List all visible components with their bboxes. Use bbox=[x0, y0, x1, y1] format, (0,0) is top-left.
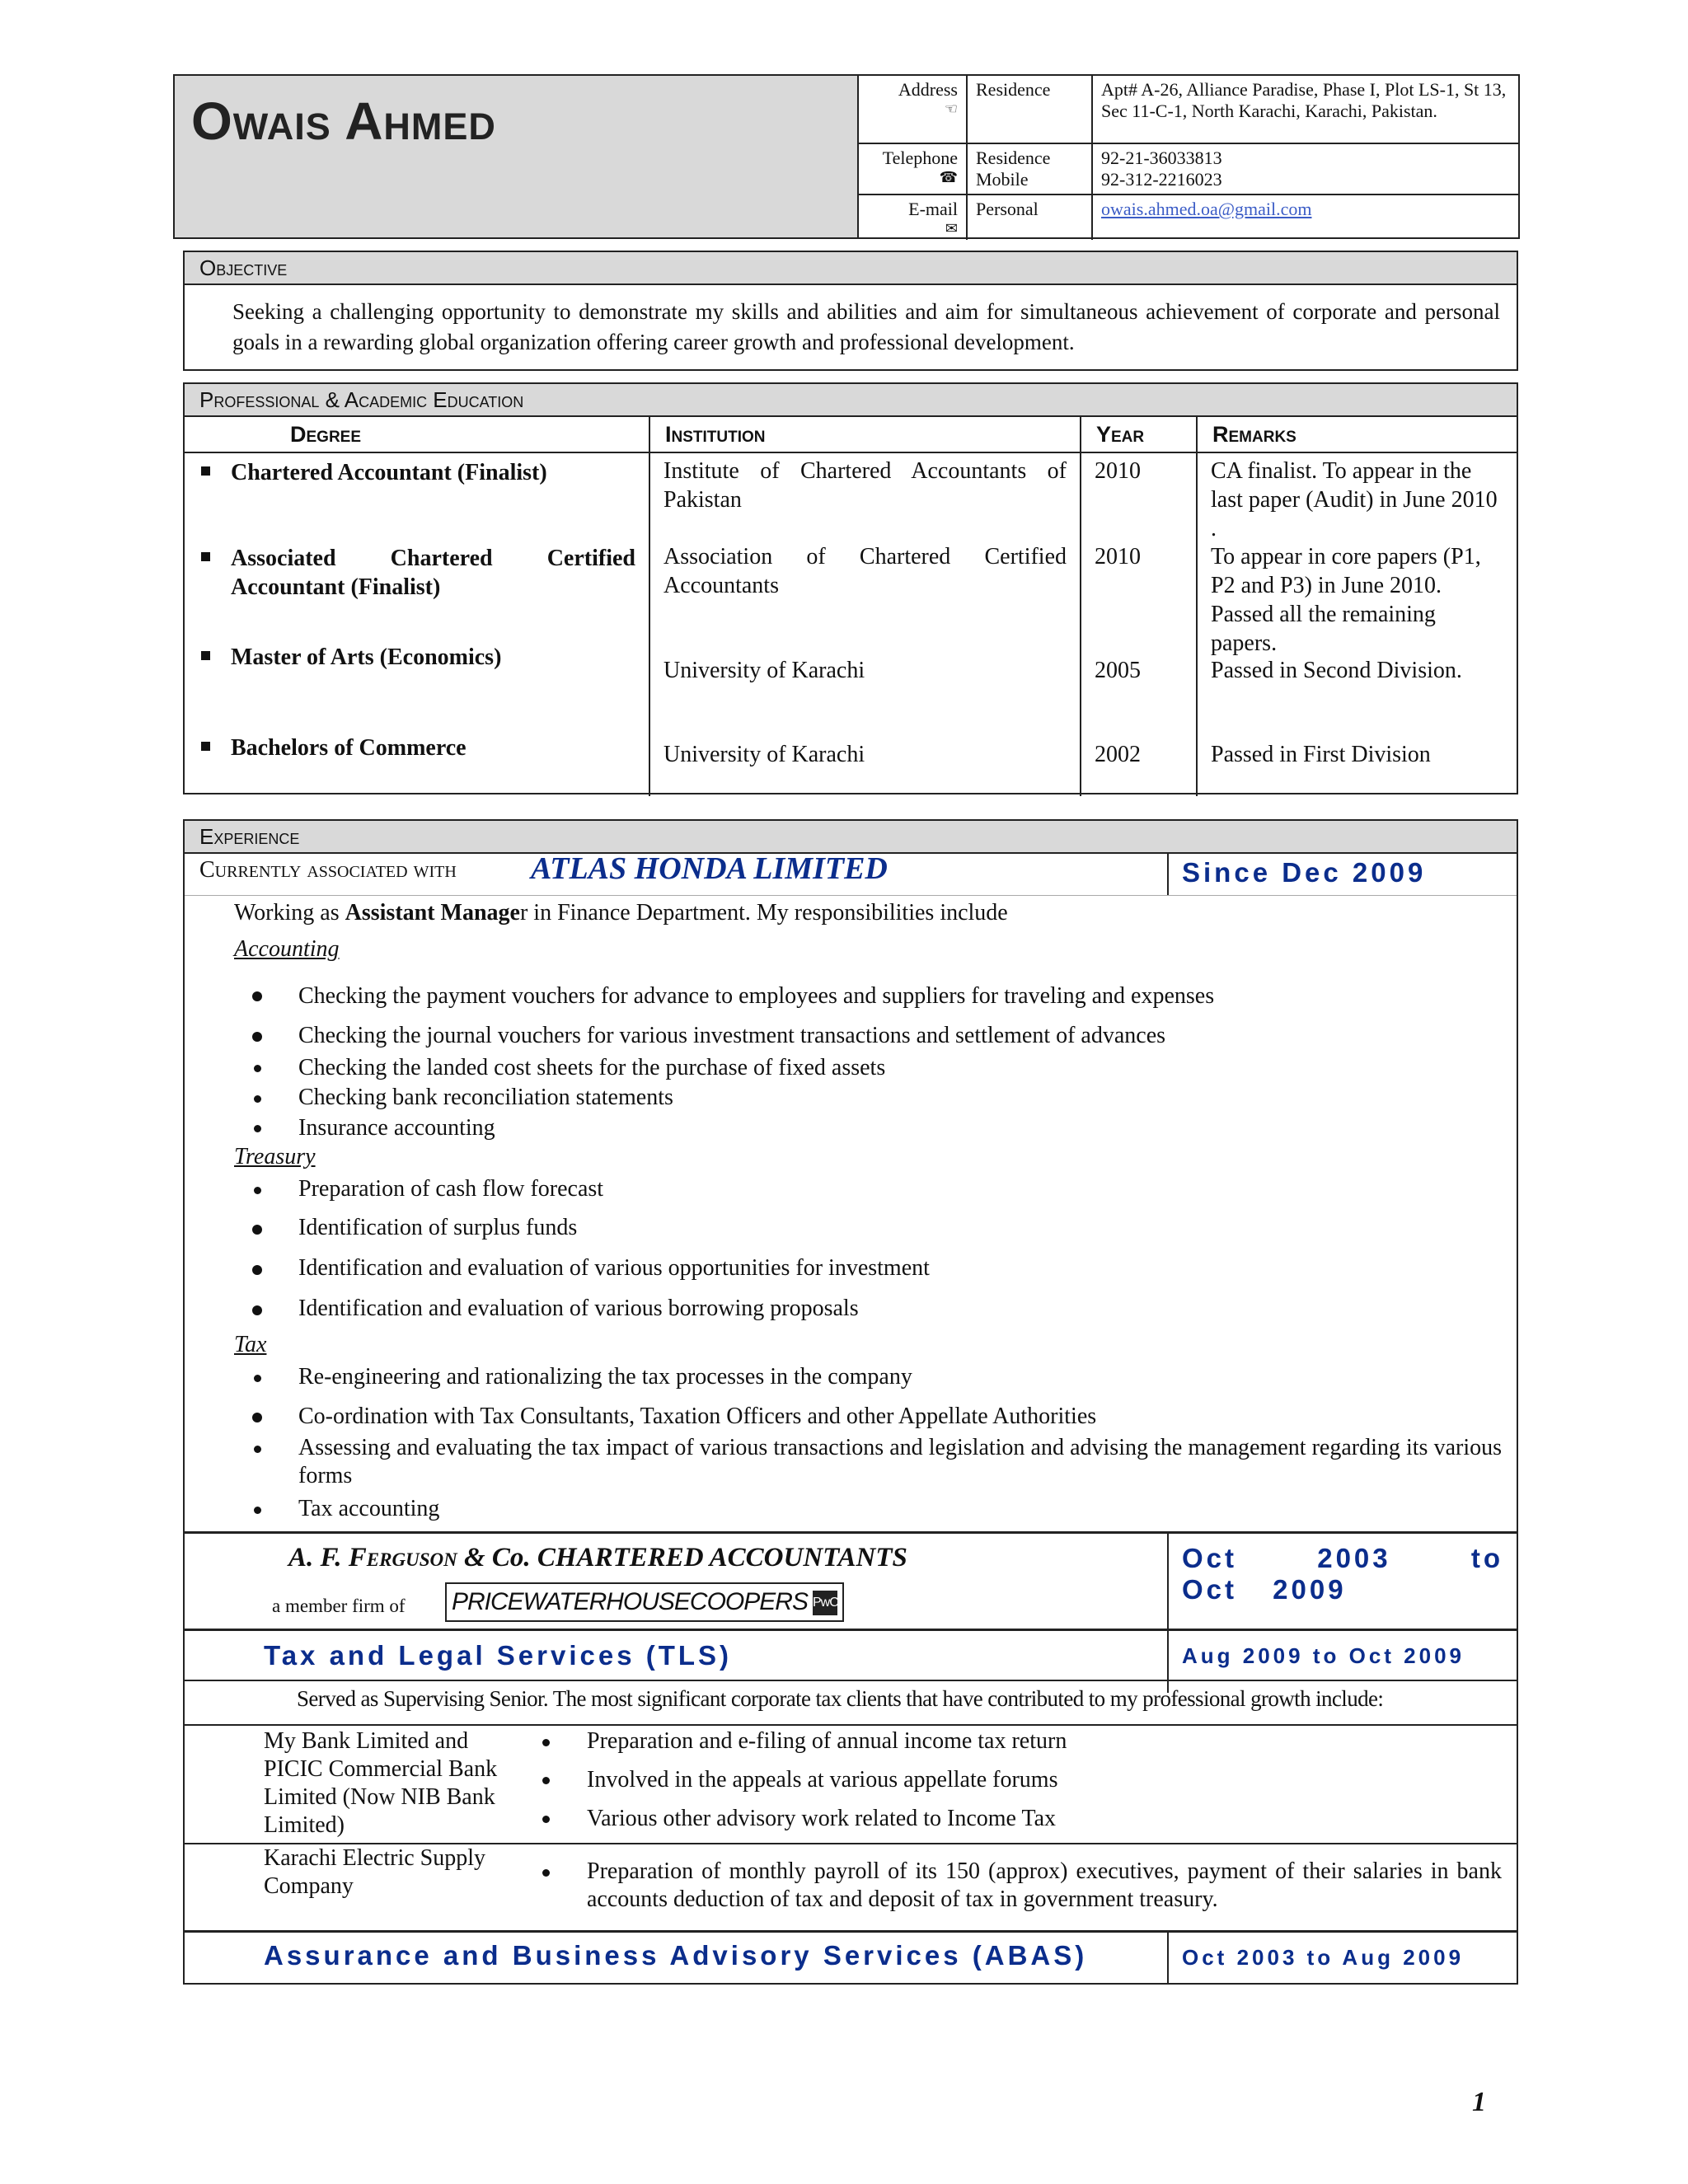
contact-label-address bbox=[859, 76, 967, 143]
bullet-icon bbox=[254, 1187, 261, 1194]
bullet-icon bbox=[254, 1507, 261, 1514]
intro-text-a: Working as bbox=[234, 900, 345, 926]
accounting-item: Insurance accounting bbox=[298, 1115, 495, 1141]
degree-ca: Chartered Accountant (Finalist) bbox=[231, 460, 547, 485]
objective-section bbox=[183, 251, 1518, 371]
telephone-label: Telephone bbox=[882, 148, 958, 168]
treasury-item: Identification and evaluation of various borrowing proposals bbox=[298, 1296, 859, 1321]
degree-cell bbox=[185, 452, 649, 796]
institution-icap: Institute of Chartered Accountants of Pakistan bbox=[663, 458, 1067, 513]
accounting-item: Checking bank reconciliation statements bbox=[298, 1085, 673, 1110]
client-name: Karachi Electric Supply Company bbox=[264, 1845, 486, 1899]
bullet-icon bbox=[542, 1739, 550, 1746]
pwc-mark-icon: PwC bbox=[813, 1591, 837, 1615]
envelope-icon: ✉ bbox=[945, 220, 958, 237]
previous-period: Oct 2003 to Oct 2009 bbox=[1182, 1543, 1503, 1605]
divider bbox=[185, 1724, 1517, 1726]
tax-item: Co-ordination with Tax Consultants, Taxation Officers and other Appellate Authorities bbox=[298, 1404, 1097, 1429]
pwc-logo-text: PRICEWATERHOUSECOOPERS bbox=[452, 1588, 808, 1615]
tls-period: Aug 2009 to Oct 2009 bbox=[1182, 1643, 1465, 1668]
degree-acca: Associated Chartered Certified Accountant (Finalist) bbox=[231, 546, 635, 600]
divider bbox=[185, 1930, 1517, 1933]
company-name-b: Ferguson bbox=[348, 1543, 457, 1572]
bullet-icon bbox=[254, 1375, 261, 1382]
degree-item bbox=[198, 458, 635, 544]
contact-label-telephone bbox=[859, 143, 967, 194]
square-bullet-icon bbox=[201, 466, 210, 476]
institution-acca: Association of Chartered Certified Accountants bbox=[663, 544, 1067, 598]
resume-header bbox=[173, 74, 1520, 239]
accounting-item: Checking the payment vouchers for advance to employees and suppliers for traveling and expenses bbox=[298, 983, 1215, 1009]
degree-ma: Master of Arts (Economics) bbox=[231, 644, 502, 670]
education-section bbox=[183, 382, 1518, 794]
treasury-item: Identification of surplus funds bbox=[298, 1215, 578, 1240]
tax-item: Tax accounting bbox=[298, 1496, 440, 1521]
email-link[interactable]: owais.ahmed.oa@gmail.com bbox=[1101, 199, 1312, 219]
bullet-icon bbox=[252, 1032, 262, 1042]
accounting-item: Checking the journal vouchers for various investment transactions and settlement of advances bbox=[298, 1023, 1166, 1048]
institution-cell bbox=[649, 452, 1081, 796]
tls-intro: Served as Supervising Senior. The most significant corporate tax clients that have contributed to my professional growth include: bbox=[297, 1686, 1384, 1711]
member-firm-label: a member firm of bbox=[272, 1596, 406, 1616]
experience-heading: Experience bbox=[185, 821, 1517, 854]
divider bbox=[1167, 854, 1169, 895]
current-intro bbox=[234, 900, 1008, 926]
bullet-icon bbox=[254, 1065, 261, 1072]
accounting-item: Checking the landed cost sheets for the purchase of fixed assets bbox=[298, 1055, 886, 1080]
col-institution: Institution bbox=[649, 417, 1081, 452]
tax-item: Assessing and evaluating the tax impact of various transactions and legislation and advising the management regarding its various forms bbox=[298, 1435, 1502, 1488]
intro-text-c: r in Finance Department. My responsibilities include bbox=[519, 900, 1008, 926]
company-name-c: & Co. CHARTERED ACCOUNTANTS bbox=[457, 1543, 907, 1572]
year-cell bbox=[1081, 452, 1197, 796]
divider bbox=[1167, 1930, 1169, 1983]
remarks-ma: Passed in Second Division. bbox=[1211, 658, 1462, 683]
current-company: ATLAS HONDA LIMITED bbox=[531, 851, 888, 886]
name-panel bbox=[175, 76, 859, 237]
address-label: Address bbox=[898, 79, 958, 100]
bullet-icon bbox=[542, 1777, 550, 1784]
remarks-acca: To appear in core papers (P1, P2 and P3) in June 2010. Passed all the remaining papers. bbox=[1211, 544, 1481, 656]
client-item: Preparation of monthly payroll of its 150 (approx) executives, payment of their salaries in bank accounts deduction of tax and deposit of tax in government treasury. bbox=[587, 1858, 1502, 1912]
client-item: Preparation and e-filing of annual income tax return bbox=[587, 1728, 1067, 1754]
telephone-icon: ☎ bbox=[939, 169, 958, 185]
year-ca: 2010 bbox=[1095, 458, 1141, 484]
remarks-bcom: Passed in First Division bbox=[1211, 742, 1431, 767]
bullet-icon bbox=[254, 1095, 261, 1103]
square-bullet-icon bbox=[201, 651, 210, 660]
experience-section bbox=[183, 819, 1518, 1985]
current-prefix: Currently associated with bbox=[199, 857, 457, 883]
pwc-logo bbox=[445, 1582, 844, 1622]
accounting-heading: Accounting bbox=[234, 936, 340, 962]
year-bcom: 2002 bbox=[1095, 742, 1141, 767]
mobile-type: Mobile bbox=[976, 169, 1029, 190]
tls-title: Tax and Legal Services (TLS) bbox=[264, 1640, 733, 1671]
bullet-icon bbox=[252, 1305, 262, 1315]
bullet-icon bbox=[252, 1265, 262, 1275]
previous-company bbox=[288, 1543, 907, 1573]
degree-item bbox=[198, 544, 635, 643]
bullet-icon bbox=[252, 1225, 262, 1235]
contact-table bbox=[859, 76, 1518, 237]
degree-item bbox=[198, 643, 635, 733]
address-value: Apt# A-26, Alliance Paradise, Phase I, Plot LS-1, St 13, Sec 11-C-1, North Karachi, Karachi, Pakistan. bbox=[1092, 76, 1518, 143]
education-table bbox=[185, 417, 1517, 796]
telephone-values bbox=[1092, 143, 1518, 194]
telephone-types bbox=[967, 143, 1092, 194]
year-ma: 2005 bbox=[1095, 658, 1141, 683]
bullet-icon bbox=[252, 1413, 262, 1422]
square-bullet-icon bbox=[201, 552, 210, 561]
col-year: Year bbox=[1081, 417, 1197, 452]
degree-item bbox=[198, 733, 635, 766]
bullet-icon bbox=[254, 1125, 261, 1132]
divider bbox=[1167, 1629, 1169, 1680]
remarks-cell bbox=[1197, 452, 1517, 796]
year-acca: 2010 bbox=[1095, 544, 1141, 569]
treasury-item: Identification and evaluation of various opportunities for investment bbox=[298, 1255, 930, 1281]
client-item: Various other advisory work related to Income Tax bbox=[587, 1806, 1057, 1831]
address-type: Residence bbox=[967, 76, 1092, 143]
bullet-icon bbox=[542, 1816, 550, 1823]
col-remarks: Remarks bbox=[1197, 417, 1517, 452]
col-degree: Degree bbox=[185, 417, 649, 452]
treasury-heading: Treasury bbox=[234, 1144, 316, 1169]
bullet-icon bbox=[254, 1446, 261, 1453]
treasury-item: Preparation of cash flow forecast bbox=[298, 1176, 604, 1202]
contact-label-email bbox=[859, 194, 967, 240]
bullet-icon bbox=[542, 1869, 550, 1877]
pointing-hand-icon: ☜ bbox=[944, 101, 958, 117]
candidate-name: Owais Ahmed bbox=[191, 91, 496, 151]
abas-title: Assurance and Business Advisory Services (ABAS) bbox=[264, 1940, 1088, 1971]
current-since: Since Dec 2009 bbox=[1182, 857, 1427, 888]
client-name: My Bank Limited and PICIC Commercial Bank Limited (Now NIB Bank Limited) bbox=[264, 1728, 498, 1838]
email-type: Personal bbox=[967, 194, 1092, 240]
divider bbox=[185, 1531, 1517, 1534]
degree-bcom: Bachelors of Commerce bbox=[231, 735, 467, 761]
bullet-icon bbox=[252, 991, 262, 1001]
objective-text: Seeking a challenging opportunity to demonstrate my skills and abilities and aim for simultaneous achievement of corporate and personal goals in a rewarding global organization offering career growth and professional development. bbox=[232, 299, 1500, 354]
page-number: 1 bbox=[1472, 2087, 1486, 2117]
education-heading: Professional & Academic Education bbox=[185, 384, 1517, 417]
abas-period: Oct 2003 to Aug 2009 bbox=[1182, 1945, 1465, 1970]
tax-heading: Tax bbox=[234, 1332, 267, 1357]
divider bbox=[185, 1629, 1517, 1631]
tax-item: Re-engineering and rationalizing the tax processes in the company bbox=[298, 1364, 912, 1390]
objective-heading: Objective bbox=[185, 252, 1517, 285]
divider bbox=[185, 1680, 1517, 1681]
email-label: E-mail bbox=[908, 199, 958, 219]
job-title: Assistant Manage bbox=[345, 900, 520, 926]
client-item: Involved in the appeals at various appellate forums bbox=[587, 1767, 1058, 1793]
institution-uok-ma: University of Karachi bbox=[663, 658, 865, 683]
remarks-ca: CA finalist. To appear in the last paper (Audit) in June 2010 . bbox=[1211, 458, 1498, 541]
residence-type: Residence bbox=[976, 148, 1051, 168]
mobile-phone: 92-312-2216023 bbox=[1101, 169, 1222, 190]
divider bbox=[185, 895, 1517, 896]
institution-uok-bcom: University of Karachi bbox=[663, 742, 865, 767]
square-bullet-icon bbox=[201, 742, 210, 751]
residence-phone: 92-21-36033813 bbox=[1101, 148, 1222, 168]
company-name-a: A. F. bbox=[288, 1543, 349, 1572]
